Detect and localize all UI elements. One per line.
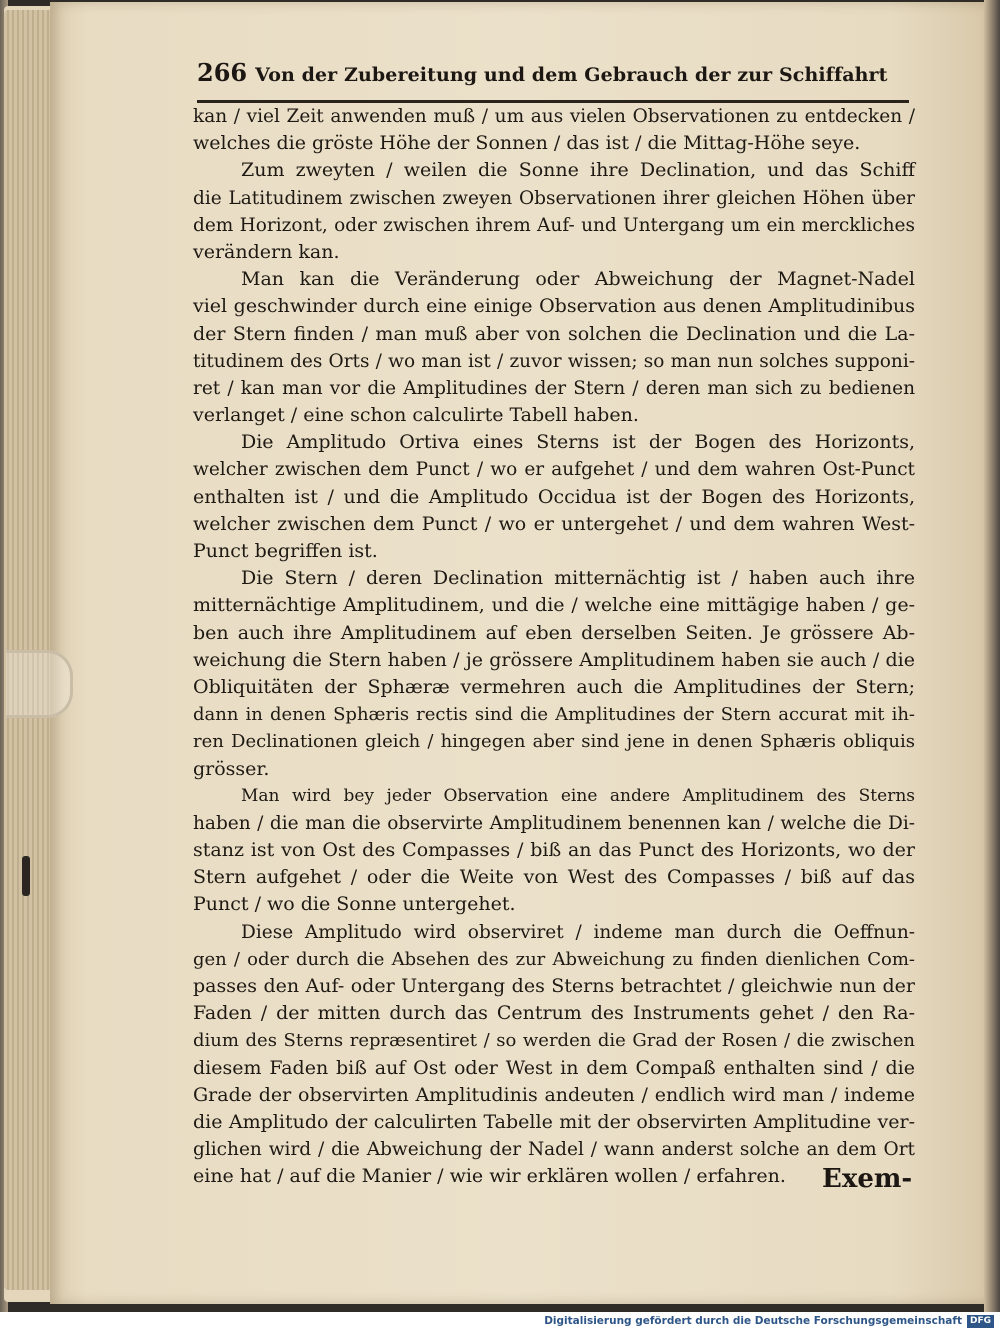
text-line: ret / kan man vor die Amplitudines der Stern / deren man sich zu bedienen bbox=[193, 377, 915, 399]
text-line: titudinem des Orts / wo man ist / zuvor wissen; so man nun solches supponi- bbox=[193, 350, 915, 372]
text-line: ren Declinationen gleich / hingegen aber sind jene in denen Sphæris obliquis bbox=[193, 731, 915, 753]
text-line: gen / oder durch die Absehen des zur Abweichung zu finden dienlichen Com- bbox=[193, 948, 915, 970]
text-line: Stern aufgehet / oder die Weite von West des Compasses / biß auf das bbox=[193, 866, 915, 889]
text-line: Faden / der mitten durch das Centrum des Instruments gehet / den Ra- bbox=[193, 1002, 915, 1025]
running-head: Von der Zubereitung und dem Gebrauch der zur Schiffahrt bbox=[255, 64, 888, 86]
text-line: glichen wird / die Abweichung der Nadel / wann anderst solche an dem Ort bbox=[193, 1139, 915, 1161]
text-line: grösser. bbox=[193, 757, 270, 780]
dfg-logo: DFG bbox=[967, 1315, 994, 1328]
text-line: Obliquitäten der Sphæræ vermehren auch die Amplitudines der Stern; bbox=[193, 675, 915, 698]
text-line: welcher zwischen dem Punct / wo er untergehet / und dem wahren West- bbox=[193, 512, 915, 535]
footer-bar bbox=[0, 1312, 1000, 1330]
page-header bbox=[197, 58, 909, 103]
text-line: dem Horizont, oder zwischen ihrem Auf- und Untergang um ein merckliches bbox=[193, 214, 915, 236]
text-line: eine hat / auf die Manier / wie wir erklären wollen / erfahren. bbox=[193, 1165, 786, 1188]
text-line: Diese Amplitudo wird observiret / indeme man durch die Oeffnun- bbox=[241, 921, 915, 943]
text-line: die Amplitudo der calculirten Tabelle mit der observirten Amplitudine ver- bbox=[193, 1110, 915, 1133]
text-line: der Stern finden / man muß aber von solchen die Declination und die La- bbox=[193, 322, 915, 345]
text-line: ben auch ihre Amplitudinem auf eben derselben Seiten. Je grössere Ab- bbox=[193, 621, 915, 644]
text-line: enthalten ist / und die Amplitudo Occidua ist der Bogen des Horizonts, bbox=[193, 485, 915, 508]
text-line: Die Stern / deren Declination mitternächtig ist / haben auch ihre bbox=[241, 567, 915, 590]
text-line: kan / viel Zeit anwenden muß / um aus vielen Observationen zu entdecken / bbox=[193, 106, 915, 127]
text-line: passes den Auf- oder Untergang des Sterns betrachtet / gleichwie nun der bbox=[193, 975, 915, 997]
text-line: stanz ist von Ost des Compasses / biß an das Punct des Horizonts, wo der bbox=[193, 839, 915, 862]
text-line: weichung die Stern haben / je grössere Amplitudinem haben sie auch / die bbox=[193, 648, 915, 671]
catchword: Exem- bbox=[822, 1164, 913, 1194]
text-line: viel geschwinder durch eine einige Observation aus denen Amplitudinibus bbox=[193, 295, 915, 318]
page-clip bbox=[6, 650, 73, 718]
text-line: Die Amplitudo Ortiva eines Sterns ist der Bogen des Horizonts, bbox=[241, 431, 915, 454]
body-text bbox=[193, 103, 915, 1191]
text-line: Grade der observirten Amplitudinis andeuten / endlich wird man / indeme bbox=[193, 1083, 915, 1106]
text-line: haben / die man die observirte Amplitudinem benennen kan / welche die Di- bbox=[193, 812, 915, 834]
text-line: dium des Sterns repræsentiret / so werden die Grad der Rosen / die zwischen bbox=[193, 1030, 915, 1052]
book-edge-right bbox=[984, 0, 1000, 1312]
text-line: die Latitudinem zwischen zweyen Observationen ihrer gleichen Höhen über bbox=[193, 187, 915, 209]
text-line: Punct begriffen ist. bbox=[193, 540, 378, 562]
text-line: mitternächtige Amplitudinem, und die / welche eine mittägige haben / ge- bbox=[193, 594, 915, 617]
binding-mark bbox=[22, 856, 30, 896]
text-line: verändern kan. bbox=[193, 240, 340, 263]
text-line: Zum zweyten / weilen die Sonne ihre Declination, und das Schiff bbox=[241, 159, 915, 182]
text-line: dann in denen Sphæris rectis sind die Amplitudines der Stern accurat mit ih- bbox=[193, 704, 915, 726]
text-line: Man kan die Veränderung oder Abweichung der Magnet-Nadel bbox=[241, 268, 915, 291]
text-line: verlanget / eine schon calculirte Tabell haben. bbox=[193, 404, 639, 427]
funding-notice: Digitalisierung gefördert durch die Deutsche Forschungsgemeinschaft bbox=[544, 1315, 962, 1327]
page-number: 266 bbox=[197, 58, 248, 87]
text-line: welches die gröste Höhe der Sonnen / das ist / die Mittag-Höhe seye. bbox=[193, 132, 861, 155]
text-line: welcher zwischen dem Punct / wo er aufgehet / und dem wahren Ost-Punct bbox=[193, 459, 915, 481]
text-line: diesem Faden biß auf Ost oder West in dem Compaß enthalten sind / die bbox=[193, 1056, 915, 1079]
text-line: Punct / wo die Sonne untergehet. bbox=[193, 893, 516, 916]
text-line: Man wird bey jeder Observation eine andere Amplitudinem des Sterns bbox=[241, 785, 915, 806]
